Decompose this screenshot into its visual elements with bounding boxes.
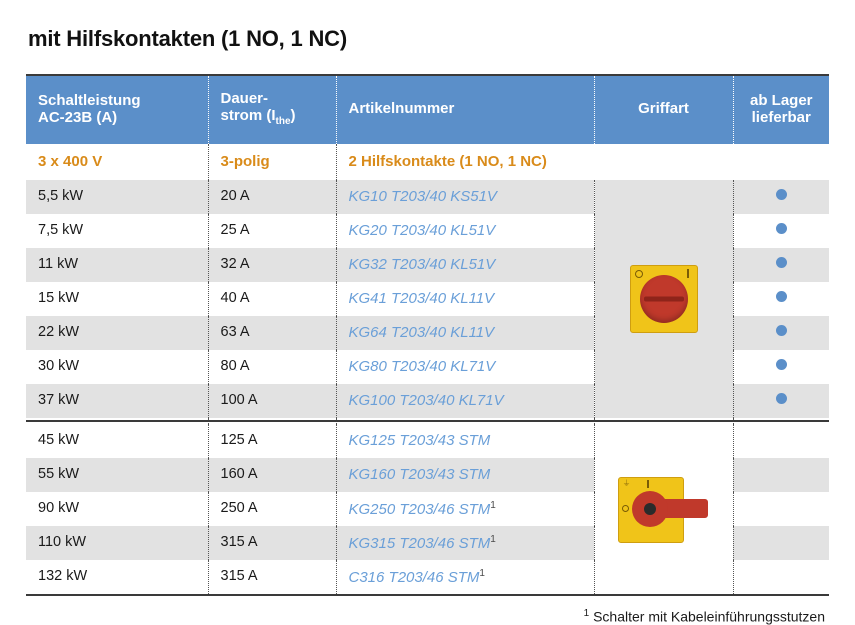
header-subscript: the	[275, 116, 291, 128]
stock-dot-icon	[776, 189, 787, 200]
cell-stock	[733, 282, 829, 316]
column-header-griffart: Griffart	[594, 76, 733, 144]
hub-center-icon	[644, 503, 656, 515]
column-header-artikelnummer: Artikelnummer	[336, 76, 594, 144]
table-row	[26, 180, 829, 214]
cell-article	[336, 492, 594, 526]
cell-current: 40 A	[208, 282, 336, 316]
table-bottom-rule	[26, 594, 829, 596]
group-divider-rule	[26, 420, 829, 422]
article-footnote-marker: 1	[490, 499, 496, 511]
footnote	[26, 608, 829, 625]
cell-power: 22 kW	[26, 316, 208, 350]
lever-handle-switch-icon	[618, 477, 710, 541]
cell-power: 110 kW	[26, 526, 208, 560]
footnote-marker: 1	[583, 608, 590, 619]
stock-dot-icon	[776, 223, 787, 234]
subheader-contacts: 2 Hilfskontakte (1 NO, 1 NC)	[336, 144, 829, 180]
article-text: C316 T203/46 STM	[348, 568, 480, 586]
off-mark-icon	[622, 505, 629, 512]
cell-current: 80 A	[208, 350, 336, 384]
table-body	[26, 144, 829, 594]
header-row	[26, 76, 829, 144]
cell-stock	[733, 458, 829, 492]
cell-stock	[733, 424, 829, 458]
cell-power: 5,5 kW	[26, 180, 208, 214]
cell-article: KG41 T203/40 KL11V	[336, 282, 594, 316]
cell-stock	[733, 350, 829, 384]
header-line-1: ab Lager	[749, 91, 813, 109]
on-mark-icon	[687, 269, 689, 278]
cell-power: 11 kW	[26, 248, 208, 282]
header-line-2: lieferbar	[751, 109, 811, 126]
cell-stock	[733, 180, 829, 214]
cell-power: 45 kW	[26, 424, 208, 458]
cell-stock	[733, 384, 829, 418]
terminal-mark-icon: ⏚	[622, 479, 631, 488]
subheader-row	[26, 144, 829, 180]
header-line-1: Schaltleistung	[38, 91, 141, 109]
cell-current: 315 A	[208, 526, 336, 560]
cell-article	[336, 526, 594, 560]
column-header-ab-lager	[733, 76, 829, 144]
cell-stock	[733, 526, 829, 560]
knob-slot-icon	[644, 297, 684, 302]
cell-current: 20 A	[208, 180, 336, 214]
cell-current: 315 A	[208, 560, 336, 594]
cell-article: KG10 T203/40 KS51V	[336, 180, 594, 214]
stock-dot-icon	[776, 257, 787, 268]
table-row	[26, 424, 829, 458]
cell-current: 160 A	[208, 458, 336, 492]
cell-power: 30 kW	[26, 350, 208, 384]
cell-article: KG100 T203/40 KL71V	[336, 384, 594, 418]
cell-article: KG32 T203/40 KL51V	[336, 248, 594, 282]
cell-stock	[733, 492, 829, 526]
column-header-dauerstrom	[208, 76, 336, 144]
cell-stock	[733, 214, 829, 248]
article-footnote-marker: 1	[479, 567, 485, 579]
cell-power: 15 kW	[26, 282, 208, 316]
stock-dot-icon	[776, 393, 787, 404]
cell-article	[336, 560, 594, 594]
header-line-2-pre: strom (I	[220, 107, 276, 125]
page-title: mit Hilfskontakten (1 NO, 1 NC)	[28, 26, 347, 51]
cell-power: 90 kW	[26, 492, 208, 526]
cell-current: 125 A	[208, 424, 336, 458]
subheader-poles: 3-polig	[208, 144, 336, 180]
cell-stock	[733, 560, 829, 594]
article-text: KG315 T203/46 STM	[348, 534, 491, 552]
cell-power: 132 kW	[26, 560, 208, 594]
off-mark-icon	[635, 270, 643, 278]
cell-article: KG160 T203/43 STM	[336, 458, 594, 492]
cell-current: 250 A	[208, 492, 336, 526]
stock-dot-icon	[776, 359, 787, 370]
subheader-voltage: 3 x 400 V	[26, 144, 208, 180]
product-table	[26, 76, 829, 594]
stock-dot-icon	[776, 291, 787, 302]
cell-stock	[733, 248, 829, 282]
header-line-2: AC-23B (A)	[38, 109, 118, 126]
article-footnote-marker: 1	[490, 533, 496, 545]
cell-current: 25 A	[208, 214, 336, 248]
cell-power: 7,5 kW	[26, 214, 208, 248]
cell-power: 55 kW	[26, 458, 208, 492]
header-line-1: Dauer-	[220, 90, 269, 108]
stock-dot-icon	[776, 325, 787, 336]
on-mark-icon	[647, 480, 649, 488]
rotary-knob-switch-icon	[630, 265, 698, 333]
cell-stock	[733, 316, 829, 350]
table-header	[26, 76, 829, 144]
cell-griffart-knob	[594, 180, 733, 418]
cell-article: KG80 T203/40 KL71V	[336, 350, 594, 384]
article-text: KG250 T203/46 STM	[348, 500, 491, 518]
cell-article: KG125 T203/43 STM	[336, 424, 594, 458]
column-header-schaltleistung	[26, 76, 208, 144]
footnote-text: Schalter mit Kabeleinführungsstutzen	[589, 608, 825, 625]
cell-current: 63 A	[208, 316, 336, 350]
cell-griffart-lever	[594, 424, 733, 594]
cell-current: 100 A	[208, 384, 336, 418]
cell-article: KG20 T203/40 KL51V	[336, 214, 594, 248]
header-line-2-post: )	[290, 107, 296, 125]
cell-power: 37 kW	[26, 384, 208, 418]
cell-current: 32 A	[208, 248, 336, 282]
cell-article: KG64 T203/40 KL11V	[336, 316, 594, 350]
